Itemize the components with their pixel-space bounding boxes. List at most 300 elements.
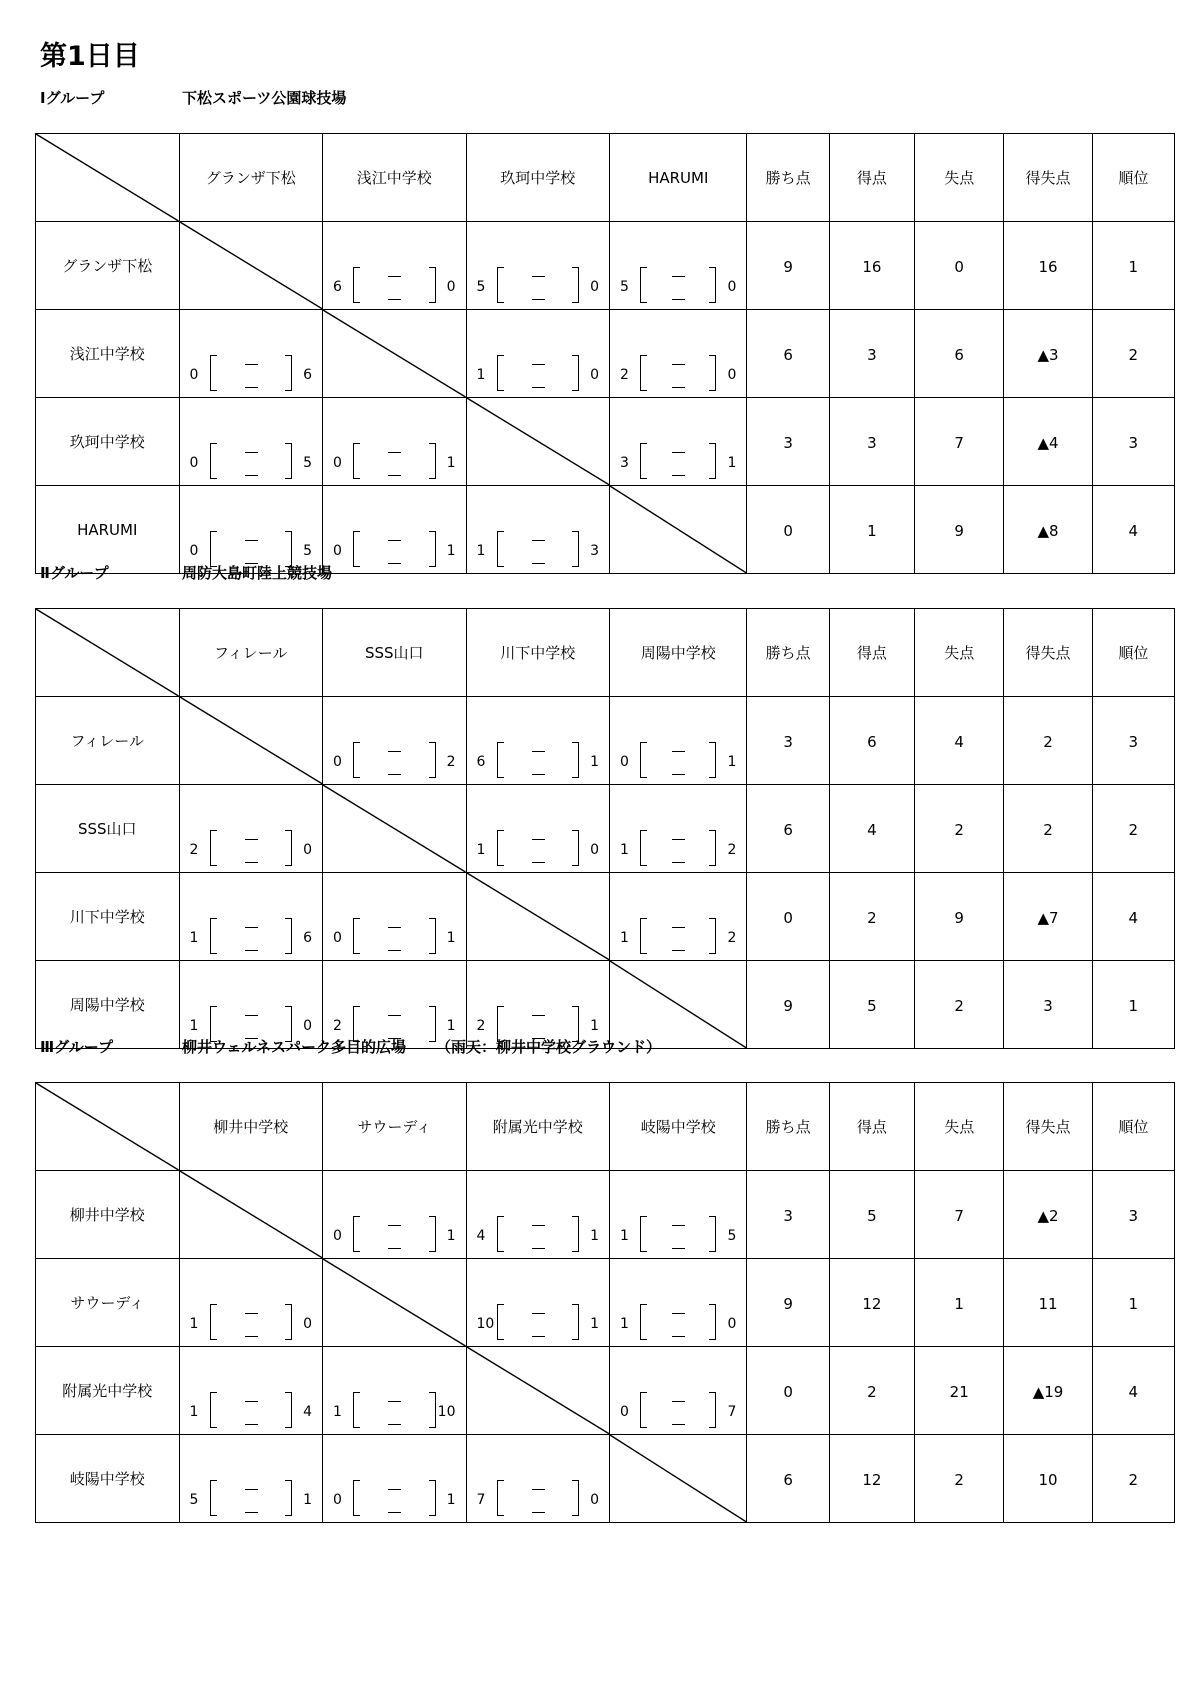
diagonal-line: [610, 486, 746, 573]
half-separator-top: [388, 1225, 401, 1226]
diagonal-line: [610, 961, 746, 1048]
stat-cell: [747, 785, 829, 873]
half-separator-bottom: [672, 1424, 685, 1425]
score-cell: [323, 1435, 467, 1523]
stat-cell: [915, 1435, 1004, 1523]
left-bracket: [640, 355, 647, 391]
half-separator-bottom: [388, 299, 401, 300]
stat-header: 得点: [829, 609, 914, 697]
match-score: [473, 351, 604, 391]
half-separator-top: [245, 364, 258, 365]
group-header: [40, 87, 346, 109]
right-bracket: [709, 355, 716, 391]
half-separator-top: [245, 452, 258, 453]
stat-cell: [915, 486, 1004, 574]
goals-for: 5: [476, 279, 486, 295]
goals-against: 5: [727, 1228, 737, 1244]
score-cell: [323, 222, 467, 310]
goals-against: 0: [727, 279, 737, 295]
match-score: [329, 1388, 460, 1428]
half-separator-bottom: [672, 299, 685, 300]
match-score: [329, 914, 460, 954]
stat-value: 2: [1128, 821, 1139, 839]
match-score: [616, 914, 740, 954]
score-cell: [466, 1435, 610, 1523]
stat-header: 順位: [1092, 1083, 1174, 1171]
stat-value: 2: [1043, 733, 1053, 751]
goals-for: 0: [333, 754, 342, 770]
diagonal-line: [610, 1435, 746, 1522]
column-team-header: フィレール: [179, 609, 323, 697]
half-separator-bottom: [388, 950, 401, 951]
score-cell: [466, 1171, 610, 1259]
score-cell: [466, 486, 610, 574]
match-score: [186, 351, 317, 391]
stat-value: 9: [783, 997, 793, 1015]
league-table: [35, 1082, 1175, 1523]
half-separator-bottom: [245, 387, 258, 388]
left-bracket: [210, 830, 217, 866]
stat-cell: [747, 1259, 829, 1347]
stat-cell: [1004, 310, 1092, 398]
goals-for: 6: [476, 754, 486, 770]
right-bracket: [572, 267, 579, 303]
score-cell: [323, 1171, 467, 1259]
stat-value: 3: [783, 434, 793, 452]
stat-cell: [915, 1347, 1004, 1435]
stat-header: 勝ち点: [747, 609, 829, 697]
half-separator-bottom: [245, 1424, 258, 1425]
stat-value: 1: [1128, 1295, 1139, 1313]
stat-cell: [1092, 486, 1174, 574]
stat-value: 4: [1128, 522, 1139, 540]
goals-for: 0: [189, 367, 199, 383]
group-header: [40, 1036, 661, 1058]
half-separator-top: [388, 1015, 401, 1016]
half-separator-bottom: [245, 1512, 258, 1513]
half-separator-top: [245, 1015, 258, 1016]
goals-against: 1: [446, 1492, 456, 1508]
stat-cell: [915, 697, 1004, 785]
right-bracket: [572, 830, 579, 866]
goals-against: 0: [590, 279, 599, 295]
page-title: 第1日目: [40, 41, 140, 72]
stat-value: 4: [1128, 1383, 1139, 1401]
right-bracket: [709, 742, 716, 778]
left-bracket: [353, 531, 360, 567]
half-separator-bottom: [532, 1512, 545, 1513]
stat-header: 得失点: [1004, 134, 1092, 222]
score-cell: [466, 310, 610, 398]
stat-value: 9: [954, 909, 964, 927]
column-team-header: HARUMI: [610, 134, 747, 222]
goals-against: 1: [590, 1228, 599, 1244]
goals-against: 1: [446, 1018, 456, 1034]
stat-cell: [1092, 398, 1174, 486]
stat-value: 3: [1128, 1207, 1139, 1225]
match-score: [616, 1300, 740, 1340]
score-cell: [179, 1435, 323, 1523]
stat-value: 9: [954, 522, 964, 540]
half-separator-top: [672, 1313, 685, 1314]
diagonal-line: [467, 1347, 610, 1434]
stat-value: 1: [954, 1295, 964, 1313]
stat-header: 順位: [1092, 134, 1174, 222]
half-separator-top: [388, 276, 401, 277]
half-separator-top: [388, 927, 401, 928]
half-separator-top: [672, 839, 685, 840]
half-separator-bottom: [532, 862, 545, 863]
left-bracket: [640, 443, 647, 479]
goals-against: 5: [303, 455, 312, 471]
group-name: Ⅱグループ: [40, 564, 109, 582]
stat-cell: [1092, 1259, 1174, 1347]
half-separator-top: [532, 1489, 545, 1490]
goals-against: 1: [727, 754, 737, 770]
left-bracket: [353, 1392, 360, 1428]
match-score: [616, 439, 740, 479]
score-cell: [179, 398, 323, 486]
stat-value: 2: [1043, 821, 1053, 839]
goals-against: 2: [446, 754, 456, 770]
score-cell: [179, 1259, 323, 1347]
venue-name: 下松スポーツ公園球技場: [182, 89, 347, 107]
half-separator-top: [245, 1313, 258, 1314]
stat-value: 3: [1128, 434, 1139, 452]
goals-for: 0: [333, 1492, 342, 1508]
goals-against: 1: [590, 754, 599, 770]
right-bracket: [429, 531, 436, 567]
match-score: [473, 527, 604, 567]
table-row: [36, 697, 1175, 785]
half-separator-bottom: [672, 950, 685, 951]
left-bracket: [353, 918, 360, 954]
self-match-cell: [179, 222, 323, 310]
stat-cell: [829, 961, 914, 1049]
diagonal-line: [180, 222, 323, 309]
goals-against: 0: [303, 1316, 312, 1332]
venue-name: 周防大島町陸上競技場: [182, 564, 333, 582]
stat-header: 勝ち点: [747, 134, 829, 222]
stat-value: 6: [783, 821, 793, 839]
goals-against: 7: [727, 1404, 737, 1420]
half-separator-top: [245, 1489, 258, 1490]
stat-cell: [1092, 222, 1174, 310]
score-cell: [610, 1259, 747, 1347]
goals-for: 0: [333, 455, 342, 471]
right-bracket: [709, 1392, 716, 1428]
goals-for: 5: [189, 1492, 199, 1508]
stat-cell: [1004, 785, 1092, 873]
stat-value: ▲19: [1032, 1383, 1064, 1401]
score-cell: [610, 1171, 747, 1259]
stat-cell: [1004, 1259, 1092, 1347]
self-match-cell: [610, 1435, 747, 1523]
column-team-header: 柳井中学校: [179, 1083, 323, 1171]
column-team-header: サウーディ: [323, 1083, 467, 1171]
row-team-name: グランザ下松: [36, 222, 180, 310]
stat-cell: [747, 398, 829, 486]
goals-for: 1: [333, 1404, 342, 1420]
goals-for: 0: [189, 455, 199, 471]
half-separator-bottom: [245, 862, 258, 863]
stat-cell: [747, 697, 829, 785]
self-match-cell: [466, 1347, 610, 1435]
goals-for: 1: [476, 367, 486, 383]
goals-against: 0: [446, 279, 456, 295]
stat-cell: [1004, 873, 1092, 961]
goals-for: 0: [189, 543, 199, 559]
match-score: [616, 351, 740, 391]
row-team-name: 玖珂中学校: [36, 398, 180, 486]
half-separator-top: [388, 540, 401, 541]
goals-against: 1: [590, 1316, 599, 1332]
right-bracket: [572, 742, 579, 778]
self-match-cell: [179, 1171, 323, 1259]
column-team-header: SSS山口: [323, 609, 467, 697]
stat-cell: [829, 222, 914, 310]
half-separator-bottom: [532, 299, 545, 300]
score-cell: [610, 310, 747, 398]
right-bracket: [429, 918, 436, 954]
match-score: [616, 1212, 740, 1252]
goals-against: 6: [303, 930, 312, 946]
stat-cell: [747, 961, 829, 1049]
half-separator-top: [532, 751, 545, 752]
half-separator-top: [245, 927, 258, 928]
right-bracket: [429, 742, 436, 778]
diagonal-line: [323, 310, 466, 397]
stat-cell: [747, 486, 829, 574]
stat-cell: [1004, 1435, 1092, 1523]
goals-for: 2: [476, 1018, 486, 1034]
stat-cell: [829, 873, 914, 961]
goals-against: 1: [590, 1018, 599, 1034]
column-team-header: 周陽中学校: [610, 609, 747, 697]
match-score: [329, 439, 460, 479]
stat-header: 勝ち点: [747, 1083, 829, 1171]
half-separator-top: [388, 1489, 401, 1490]
stat-value: 2: [1128, 346, 1139, 364]
match-score: [186, 826, 317, 866]
half-separator-bottom: [245, 950, 258, 951]
stat-cell: [747, 1171, 829, 1259]
stat-value: 1: [1128, 997, 1139, 1015]
stat-header: 失点: [915, 134, 1004, 222]
goals-against: 1: [303, 1492, 312, 1508]
stat-cell: [1004, 1171, 1092, 1259]
left-bracket: [210, 918, 217, 954]
diagonal-line: [323, 1259, 466, 1346]
stat-value: 2: [954, 997, 964, 1015]
goals-for: 4: [476, 1228, 486, 1244]
stat-value: ▲7: [1037, 909, 1059, 927]
goals-against: 5: [303, 543, 312, 559]
diagonal-line: [36, 134, 179, 221]
right-bracket: [572, 355, 579, 391]
stat-cell: [1004, 486, 1092, 574]
goals-against: 2: [727, 930, 737, 946]
left-bracket: [640, 1216, 647, 1252]
goals-for: 0: [333, 543, 342, 559]
goals-against: 3: [590, 543, 599, 559]
goals-for: 1: [476, 842, 486, 858]
right-bracket: [572, 531, 579, 567]
stat-value: 6: [867, 733, 877, 751]
left-bracket: [640, 1392, 647, 1428]
stat-value: 16: [862, 258, 882, 276]
row-team-name: 周陽中学校: [36, 961, 180, 1049]
goals-against: 1: [446, 930, 456, 946]
score-cell: [610, 785, 747, 873]
column-team-header: 川下中学校: [466, 609, 610, 697]
left-bracket: [210, 1392, 217, 1428]
right-bracket: [285, 355, 292, 391]
column-team-header: 玖珂中学校: [466, 134, 610, 222]
stat-value: ▲4: [1037, 434, 1059, 452]
right-bracket: [429, 267, 436, 303]
half-separator-bottom: [532, 563, 545, 564]
stat-value: 11: [1038, 1295, 1058, 1313]
stat-value: ▲3: [1037, 346, 1059, 364]
self-match-cell: [466, 398, 610, 486]
left-bracket: [497, 1216, 504, 1252]
half-separator-top: [532, 540, 545, 541]
stat-value: 6: [954, 346, 964, 364]
diagonal-line: [467, 873, 610, 960]
stat-cell: [1092, 1171, 1174, 1259]
right-bracket: [709, 443, 716, 479]
stat-cell: [747, 1347, 829, 1435]
score-cell: [323, 486, 467, 574]
stat-value: 7: [954, 1207, 964, 1225]
match-score: [473, 1212, 604, 1252]
stat-cell: [747, 1435, 829, 1523]
half-separator-bottom: [672, 387, 685, 388]
stat-value: 3: [783, 1207, 793, 1225]
stat-value: 9: [783, 1295, 793, 1313]
table-row: [36, 1347, 1175, 1435]
stat-cell: [915, 873, 1004, 961]
left-bracket: [210, 443, 217, 479]
score-cell: [323, 873, 467, 961]
half-separator-bottom: [388, 475, 401, 476]
half-separator-bottom: [245, 475, 258, 476]
half-separator-bottom: [672, 475, 685, 476]
half-separator-top: [245, 540, 258, 541]
match-score: [186, 1300, 317, 1340]
stat-value: 0: [954, 258, 964, 276]
stat-value: 0: [783, 909, 793, 927]
stat-cell: [1004, 398, 1092, 486]
stat-cell: [829, 785, 914, 873]
diagonal-line: [467, 398, 610, 485]
left-bracket: [497, 742, 504, 778]
stat-cell: [829, 1347, 914, 1435]
match-score: [473, 738, 604, 778]
right-bracket: [285, 1304, 292, 1340]
right-bracket: [285, 1392, 292, 1428]
stat-cell: [829, 310, 914, 398]
goals-for: 1: [189, 1316, 199, 1332]
score-cell: [610, 222, 747, 310]
score-cell: [179, 1347, 323, 1435]
right-bracket: [429, 1392, 436, 1428]
half-separator-top: [672, 364, 685, 365]
group-name: Ⅰグループ: [40, 89, 105, 107]
half-separator-bottom: [388, 774, 401, 775]
goals-against: 0: [590, 842, 599, 858]
match-score: [329, 527, 460, 567]
half-separator-top: [672, 452, 685, 453]
stat-cell: [829, 486, 914, 574]
corner-cell: [36, 134, 180, 222]
self-match-cell: [610, 486, 747, 574]
right-bracket: [429, 1480, 436, 1516]
match-score: [616, 826, 740, 866]
stat-value: 3: [867, 346, 877, 364]
score-cell: [466, 1259, 610, 1347]
half-separator-bottom: [388, 563, 401, 564]
match-score: [616, 263, 740, 303]
stat-value: 12: [862, 1295, 882, 1313]
half-separator-bottom: [388, 1424, 401, 1425]
goals-for: 1: [476, 543, 486, 559]
goals-for: 6: [333, 279, 342, 295]
row-team-name: 岐陽中学校: [36, 1435, 180, 1523]
right-bracket: [429, 1216, 436, 1252]
half-separator-bottom: [672, 1336, 685, 1337]
half-separator-top: [532, 1225, 545, 1226]
score-cell: [179, 873, 323, 961]
match-score: [186, 1476, 317, 1516]
half-separator-bottom: [388, 1512, 401, 1513]
goals-against: 0: [303, 1018, 312, 1034]
right-bracket: [285, 443, 292, 479]
stat-cell: [915, 961, 1004, 1049]
left-bracket: [497, 355, 504, 391]
goals-against: 0: [727, 367, 737, 383]
row-team-name: 附属光中学校: [36, 1347, 180, 1435]
left-bracket: [640, 742, 647, 778]
goals-against: 1: [446, 455, 456, 471]
half-separator-top: [532, 276, 545, 277]
stat-value: ▲2: [1037, 1207, 1059, 1225]
stat-header: 得点: [829, 134, 914, 222]
right-bracket: [709, 830, 716, 866]
goals-against: 0: [590, 1492, 599, 1508]
stat-cell: [747, 222, 829, 310]
half-separator-top: [532, 1313, 545, 1314]
stat-value: 2: [954, 821, 964, 839]
stat-value: 10: [1038, 1471, 1058, 1489]
stat-value: ▲8: [1037, 522, 1059, 540]
score-cell: [466, 785, 610, 873]
header-row: [36, 609, 1175, 697]
left-bracket: [640, 1304, 647, 1340]
left-bracket: [497, 1304, 504, 1340]
score-cell: [179, 486, 323, 574]
stat-value: 2: [867, 909, 877, 927]
table-row: [36, 398, 1175, 486]
stat-value: 2: [1128, 1471, 1139, 1489]
half-separator-bottom: [532, 774, 545, 775]
match-score: [186, 439, 317, 479]
stat-value: 3: [1043, 997, 1053, 1015]
stat-value: 12: [862, 1471, 882, 1489]
stat-cell: [1092, 873, 1174, 961]
row-team-name: SSS山口: [36, 785, 180, 873]
